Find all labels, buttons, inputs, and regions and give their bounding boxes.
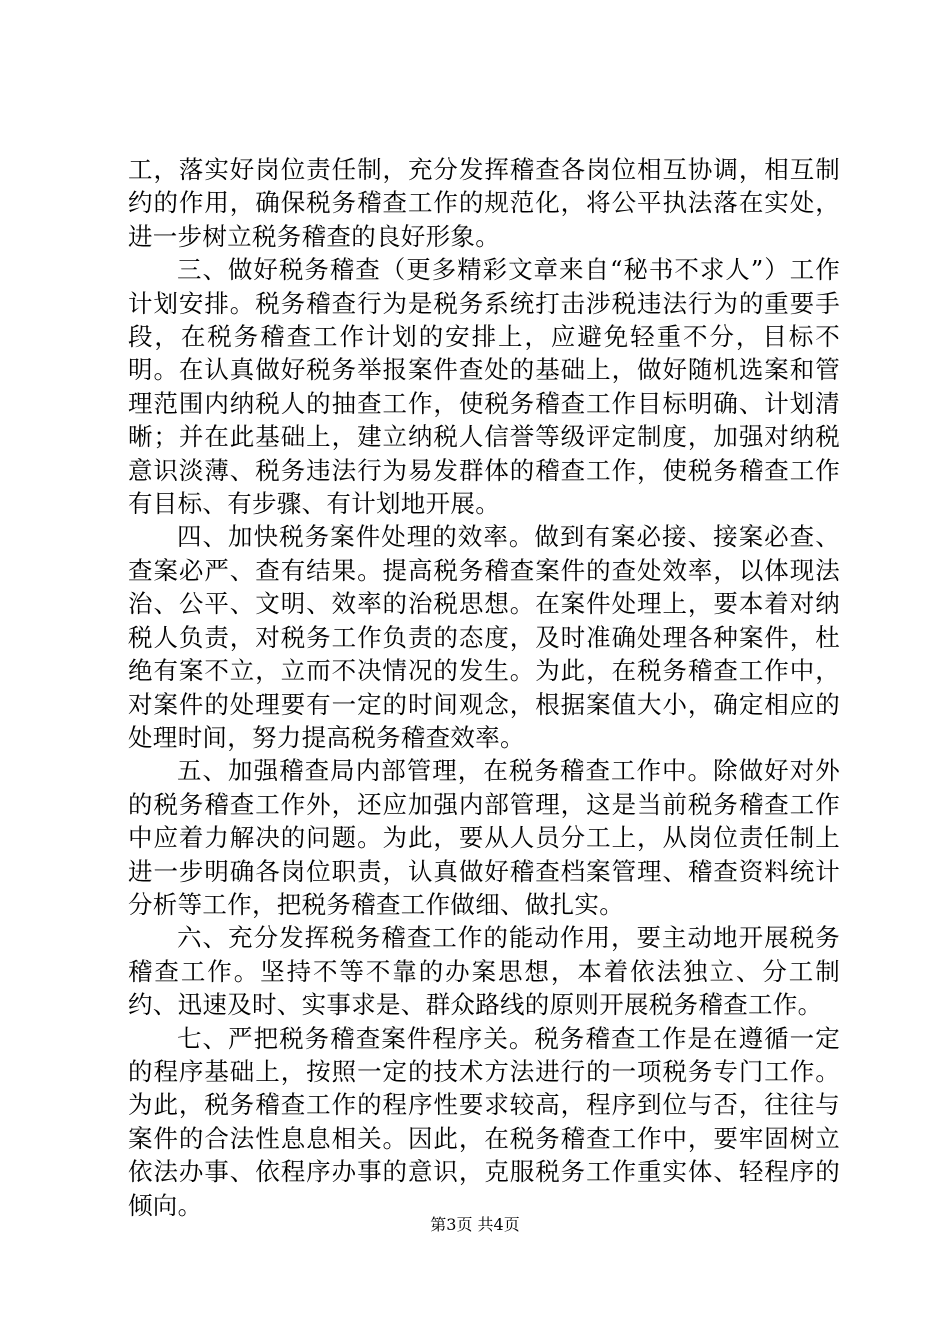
paragraph-section-3: 三、做好税务稽查（更多精彩文章来自“秘书不求人”）工作计划安排。税务稽查行为是税务系统打击涉税违法行为的重要手段，在税务稽查工作计划的安排上，应避免轻重不分，目标不明。在认真做好税务举报案件查处的基础上，做好随机选案和管理范围内纳税人的抽查工作，使税务稽查工作目标明确、计划清晰；并在此基础上，建立纳税人信誉等级评定制度，加强对纳税意识淡薄、税务违法行为易发群体的稽查工作，使税务稽查工作有目标、有步骤、有计划地开展。 bbox=[128, 255, 840, 519]
paragraph-section-4: 四、加快税务案件处理的效率。做到有案必接、接案必查、查案必严、查有结果。提高税务稽查案件的查处效率，以体现法治、公平、文明、效率的治税思想。在案件处理上，要本着对纳税人负责，对税务工作负责的态度，及时准确处理各种案件，杜绝有案不立，立而不决情况的发生。为此，在税务稽查工作中，对案件的处理要有一定的时间观念，根据案值大小，确定相应的处理时间，努力提高税务稽查效率。 bbox=[128, 522, 840, 752]
paragraph-section-7: 七、严把税务稽查案件程序关。税务稽查工作是在遵循一定的程序基础上，按照一定的技术方法进行的一项税务专门工作。为此，税务稽查工作的程序性要求较高，程序到位与否，往往与案件的合法性息息相关。因此，在税务稽查工作中，要牢固树立依法办事、依程序办事的意识，克服税务工作重实体、轻程序的倾向。 bbox=[128, 1023, 840, 1220]
paragraph-continuation: 工，落实好岗位责任制，充分发挥稽查各岗位相互协调，相互制约的作用，确保税务稽查工作的规范化，将公平执法落在实处，进一步树立税务稽查的良好形象。 bbox=[128, 155, 840, 251]
document-body bbox=[128, 153, 840, 1222]
page-number-footer: 第3页 共4页 bbox=[430, 1215, 520, 1234]
paragraph-section-6: 六、充分发挥税务稽查工作的能动作用，要主动地开展税务稽查工作。坚持不等不靠的办案思想，本着依法独立、分工制约、迅速及时、实事求是、群众路线的原则开展税务稽查工作。 bbox=[128, 923, 840, 1020]
paragraph-section-5: 五、加强稽查局内部管理，在税务稽查工作中。除做好对外的税务稽查工作外，还应加强内部管理，这是当前税务稽查工作中应着力解决的问题。为此，要从人员分工上，从岗位责任制上进一步明确各岗位职责，认真做好稽查档案管理、稽查资料统计分析等工作，把税务稽查工作做细、做扎实。 bbox=[128, 756, 840, 919]
